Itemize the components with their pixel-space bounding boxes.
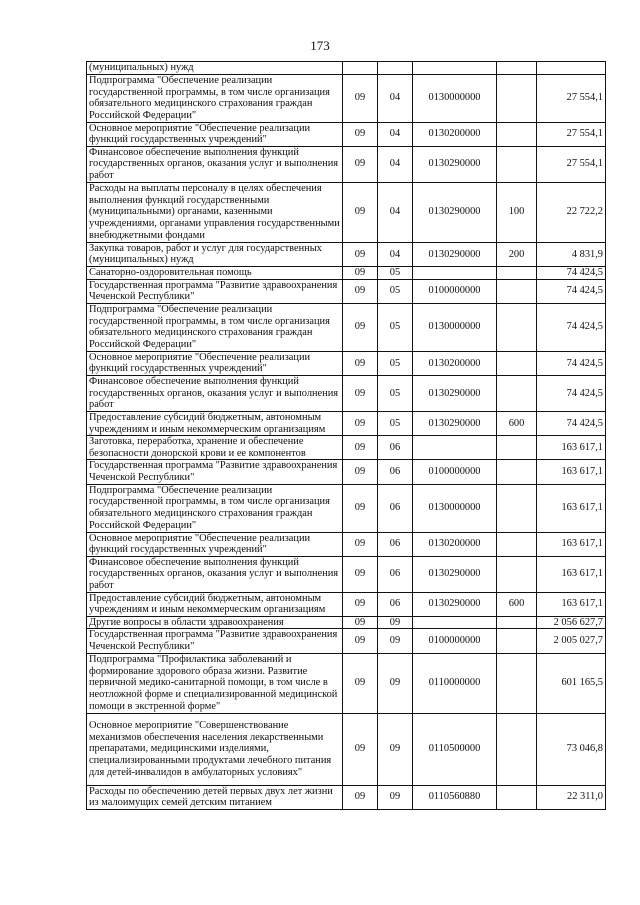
table-row <box>87 303 606 351</box>
row-expense-type-cell <box>497 375 537 411</box>
row-expense-type-cell <box>497 62 537 75</box>
row-amount-cell: 163 617,1 <box>537 592 606 616</box>
row-subsection-cell: 06 <box>378 592 413 616</box>
table-row <box>87 242 606 266</box>
row-name-cell: Подпрограмма "Обеспечение реализации государственной программы, в том числе организация обязательного медицинского страхования граждан Российской Федерации" <box>87 484 343 532</box>
row-expense-type-cell <box>497 279 537 303</box>
row-amount-cell: 2 056 627,7 <box>537 616 606 629</box>
table-row <box>87 629 606 653</box>
row-name-cell: Расходы по обеспечению детей первых двух лет жизни из малоимущих семей детским питанием <box>87 785 343 809</box>
row-subsection-cell: 05 <box>378 375 413 411</box>
table-row <box>87 411 606 435</box>
row-name-cell: Подпрограмма "Профилактика заболеваний и формирование здорового образа жизни. Развитие первичной медико-санитарной помощи, в том числе в неотложной форме и специализированной медицинской помощи в экстренной форме" <box>87 653 343 713</box>
row-subsection-cell: 06 <box>378 484 413 532</box>
row-expense-type-cell <box>497 436 537 460</box>
row-section-cell: 09 <box>343 182 378 242</box>
row-name-cell: Основное мероприятие "Совершенствование механизмов обеспечения населения лекарственными препаратами, медицинскими изделиями, специализированными продуктами лечебного питания для детей-инвалидов в амбулаторных условиях" <box>87 713 343 785</box>
row-section-cell: 09 <box>343 653 378 713</box>
row-section-cell: 09 <box>343 266 378 279</box>
row-amount-cell: 74 424,5 <box>537 351 606 375</box>
row-name-cell: Государственная программа "Развитие здравоохранения Чеченской Республики" <box>87 460 343 484</box>
row-section-cell: 09 <box>343 411 378 435</box>
row-amount-cell: 74 424,5 <box>537 303 606 351</box>
row-target-article-cell: 0100000000 <box>413 279 497 303</box>
row-name-cell: (муниципальных) нужд <box>87 62 343 75</box>
row-amount-cell: 163 617,1 <box>537 484 606 532</box>
table-row <box>87 653 606 713</box>
row-name-cell: Подпрограмма "Обеспечение реализации государственной программы, в том числе организация обязательного медицинского страхования граждан Российской Федерации" <box>87 303 343 351</box>
row-section-cell: 09 <box>343 279 378 303</box>
table-row <box>87 785 606 809</box>
row-section-cell: 09 <box>343 375 378 411</box>
row-expense-type-cell: 200 <box>497 242 537 266</box>
row-section-cell: 09 <box>343 616 378 629</box>
row-target-article-cell: 0130200000 <box>413 532 497 556</box>
row-amount-cell: 4 831,9 <box>537 242 606 266</box>
row-name-cell: Финансовое обеспечение выполнения функций государственных органов, оказания услуг и выполнения работ <box>87 375 343 411</box>
table-row <box>87 592 606 616</box>
row-expense-type-cell <box>497 629 537 653</box>
row-section-cell: 09 <box>343 592 378 616</box>
row-section-cell: 09 <box>343 242 378 266</box>
row-amount-cell: 601 165,5 <box>537 653 606 713</box>
table-row <box>87 556 606 592</box>
row-section-cell: 09 <box>343 532 378 556</box>
row-amount-cell: 74 424,5 <box>537 411 606 435</box>
row-expense-type-cell <box>497 266 537 279</box>
row-name-cell: Государственная программа "Развитие здравоохранения Чеченской Республики" <box>87 629 343 653</box>
row-subsection-cell: 06 <box>378 460 413 484</box>
row-subsection-cell: 04 <box>378 242 413 266</box>
table-row <box>87 375 606 411</box>
row-amount-cell: 163 617,1 <box>537 532 606 556</box>
row-expense-type-cell: 100 <box>497 182 537 242</box>
page-number: 173 <box>310 38 330 53</box>
row-name-cell: Государственная программа "Развитие здравоохранения Чеченской Республики" <box>87 279 343 303</box>
row-subsection-cell: 05 <box>378 351 413 375</box>
row-amount-cell: 22 311,0 <box>537 785 606 809</box>
table-row <box>87 616 606 629</box>
row-name-cell: Другие вопросы в области здравоохранения <box>87 616 343 629</box>
row-target-article-cell: 0130290000 <box>413 182 497 242</box>
row-amount-cell: 163 617,1 <box>537 556 606 592</box>
row-subsection-cell: 06 <box>378 436 413 460</box>
row-subsection-cell <box>378 62 413 75</box>
row-subsection-cell: 09 <box>378 713 413 785</box>
row-target-article-cell: 0110500000 <box>413 713 497 785</box>
row-expense-type-cell <box>497 556 537 592</box>
row-section-cell: 09 <box>343 436 378 460</box>
row-section-cell: 09 <box>343 303 378 351</box>
row-section-cell: 09 <box>343 460 378 484</box>
row-section-cell: 09 <box>343 484 378 532</box>
row-amount-cell: 74 424,5 <box>537 279 606 303</box>
table-row <box>87 146 606 182</box>
row-section-cell: 09 <box>343 351 378 375</box>
row-name-cell: Подпрограмма "Обеспечение реализации государственной программы, в том числе организация обязательного медицинского страхования граждан Российской Федерации" <box>87 74 343 122</box>
table-row <box>87 266 606 279</box>
row-name-cell: Закупка товаров, работ и услуг для государственных (муниципальных) нужд <box>87 242 343 266</box>
row-target-article-cell <box>413 62 497 75</box>
table-row <box>87 122 606 146</box>
row-subsection-cell: 06 <box>378 532 413 556</box>
row-target-article-cell: 0130290000 <box>413 242 497 266</box>
row-subsection-cell: 09 <box>378 616 413 629</box>
row-expense-type-cell <box>497 484 537 532</box>
row-expense-type-cell <box>497 616 537 629</box>
row-expense-type-cell <box>497 74 537 122</box>
row-target-article-cell <box>413 616 497 629</box>
row-expense-type-cell: 600 <box>497 411 537 435</box>
row-subsection-cell: 04 <box>378 182 413 242</box>
row-amount-cell: 27 554,1 <box>537 122 606 146</box>
row-subsection-cell: 05 <box>378 411 413 435</box>
row-target-article-cell: 0110560880 <box>413 785 497 809</box>
row-subsection-cell: 05 <box>378 266 413 279</box>
row-amount-cell: 163 617,1 <box>537 460 606 484</box>
row-name-cell: Заготовка, переработка, хранение и обеспечение безопасности донорской крови и ее компонентов <box>87 436 343 460</box>
row-expense-type-cell <box>497 303 537 351</box>
row-target-article-cell: 0100000000 <box>413 460 497 484</box>
table-row <box>87 351 606 375</box>
row-target-article-cell <box>413 266 497 279</box>
row-name-cell: Санаторно-оздоровительная помощь <box>87 266 343 279</box>
row-target-article-cell: 0110000000 <box>413 653 497 713</box>
row-section-cell: 09 <box>343 713 378 785</box>
row-name-cell: Финансовое обеспечение выполнения функций государственных органов, оказания услуг и выполнения работ <box>87 556 343 592</box>
row-section-cell: 09 <box>343 122 378 146</box>
row-target-article-cell: 0130290000 <box>413 592 497 616</box>
row-name-cell: Основное мероприятие "Обеспечение реализации функций государственных учреждений" <box>87 532 343 556</box>
row-target-article-cell: 0100000000 <box>413 629 497 653</box>
row-target-article-cell <box>413 436 497 460</box>
row-name-cell: Предоставление субсидий бюджетным, автономным учреждениям и иным некоммерческим организациям <box>87 411 343 435</box>
table-row <box>87 62 606 75</box>
row-expense-type-cell <box>497 351 537 375</box>
row-name-cell: Предоставление субсидий бюджетным, автономным учреждениям и иным некоммерческим организациям <box>87 592 343 616</box>
row-name-cell: Основное мероприятие "Обеспечение реализации функций государственных учреждений" <box>87 122 343 146</box>
row-amount-cell: 163 617,1 <box>537 436 606 460</box>
row-subsection-cell: 09 <box>378 653 413 713</box>
table-row <box>87 436 606 460</box>
row-amount-cell <box>537 62 606 75</box>
row-expense-type-cell <box>497 785 537 809</box>
row-amount-cell: 27 554,1 <box>537 74 606 122</box>
row-subsection-cell: 09 <box>378 629 413 653</box>
row-target-article-cell: 0130200000 <box>413 351 497 375</box>
row-expense-type-cell <box>497 146 537 182</box>
row-section-cell: 09 <box>343 785 378 809</box>
row-section-cell: 09 <box>343 74 378 122</box>
row-amount-cell: 2 005 027,7 <box>537 629 606 653</box>
row-expense-type-cell: 600 <box>497 592 537 616</box>
row-amount-cell: 73 046,8 <box>537 713 606 785</box>
row-name-cell: Основное мероприятие "Обеспечение реализации функций государственных учреждений" <box>87 351 343 375</box>
row-expense-type-cell <box>497 122 537 146</box>
row-amount-cell: 22 722,2 <box>537 182 606 242</box>
row-target-article-cell: 0130290000 <box>413 375 497 411</box>
budget-table <box>86 61 606 810</box>
row-target-article-cell: 0130290000 <box>413 411 497 435</box>
row-amount-cell: 74 424,5 <box>537 266 606 279</box>
row-subsection-cell: 05 <box>378 279 413 303</box>
row-section-cell: 09 <box>343 556 378 592</box>
row-subsection-cell: 04 <box>378 122 413 146</box>
table-row <box>87 532 606 556</box>
table-row <box>87 182 606 242</box>
table-row <box>87 484 606 532</box>
row-target-article-cell: 0130290000 <box>413 556 497 592</box>
row-subsection-cell: 09 <box>378 785 413 809</box>
row-subsection-cell: 04 <box>378 74 413 122</box>
row-expense-type-cell <box>497 532 537 556</box>
table-row <box>87 713 606 785</box>
row-expense-type-cell <box>497 460 537 484</box>
row-target-article-cell: 0130000000 <box>413 484 497 532</box>
row-expense-type-cell <box>497 713 537 785</box>
row-expense-type-cell <box>497 653 537 713</box>
row-name-cell: Расходы на выплаты персоналу в целях обеспечения выполнения функций государственными (муниципальными) органами, казенными учреждениями, органами управления государственными внебюджетными фондами <box>87 182 343 242</box>
table-row <box>87 74 606 122</box>
table-row <box>87 279 606 303</box>
row-target-article-cell: 0130200000 <box>413 122 497 146</box>
row-subsection-cell: 04 <box>378 146 413 182</box>
row-section-cell <box>343 62 378 75</box>
row-target-article-cell: 0130000000 <box>413 303 497 351</box>
row-section-cell: 09 <box>343 629 378 653</box>
budget-table-body <box>87 62 606 810</box>
row-subsection-cell: 06 <box>378 556 413 592</box>
row-subsection-cell: 05 <box>378 303 413 351</box>
row-target-article-cell: 0130290000 <box>413 146 497 182</box>
row-section-cell: 09 <box>343 146 378 182</box>
row-amount-cell: 74 424,5 <box>537 375 606 411</box>
row-amount-cell: 27 554,1 <box>537 146 606 182</box>
row-name-cell: Финансовое обеспечение выполнения функций государственных органов, оказания услуг и выполнения работ <box>87 146 343 182</box>
table-row <box>87 460 606 484</box>
row-target-article-cell: 0130000000 <box>413 74 497 122</box>
